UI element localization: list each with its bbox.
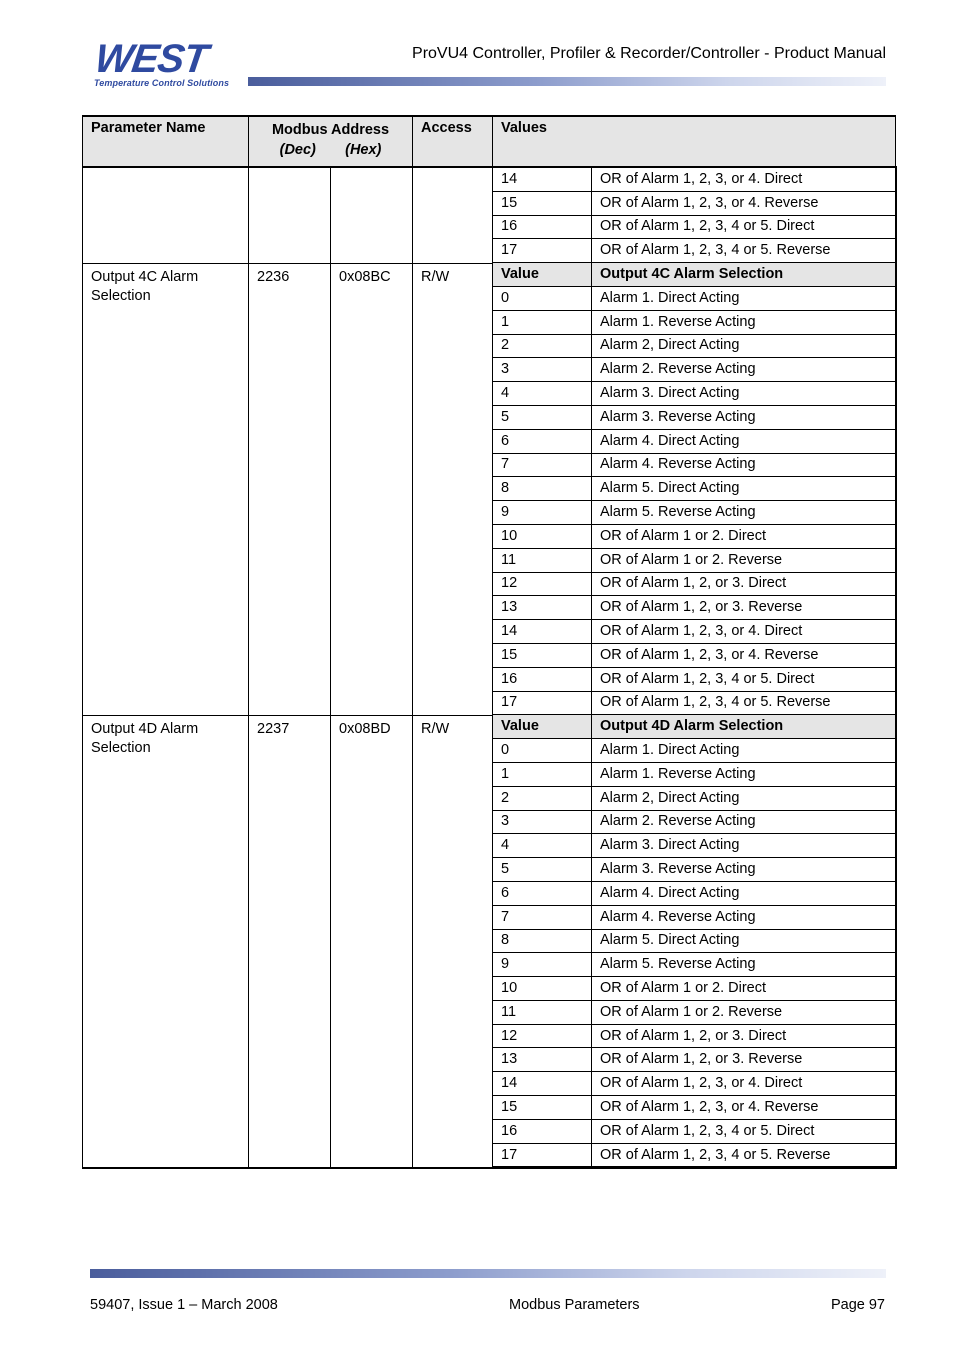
value-description: OR of Alarm 1, 2, 3, 4 or 5. Reverse (592, 239, 895, 263)
value-number: 17 (493, 239, 592, 263)
value-description: Alarm 1. Direct Acting (592, 739, 895, 763)
value-description: Alarm 4. Direct Acting (592, 429, 895, 453)
value-row (493, 596, 895, 620)
column-header-dec: (Dec) (279, 142, 316, 158)
selection-column-header: Output 4D Alarm Selection (592, 715, 895, 738)
value-number: 3 (493, 810, 592, 834)
access-mode: R/W (413, 715, 493, 1168)
document-title: ProVU4 Controller, Profiler & Recorder/Controller - Product Manual (412, 45, 886, 62)
value-number: 0 (493, 739, 592, 763)
value-description: OR of Alarm 1 or 2. Reverse (592, 548, 895, 572)
column-header-parameter-name: Parameter Name (83, 116, 249, 167)
empty-cell (83, 167, 249, 263)
value-row (493, 1096, 895, 1120)
value-row (493, 191, 895, 215)
value-description: Alarm 2. Reverse Acting (592, 810, 895, 834)
modbus-address-label: Modbus Address (271, 122, 390, 138)
header-divider-bar (248, 77, 886, 86)
value-number: 2 (493, 786, 592, 810)
value-number: 16 (493, 1119, 592, 1143)
value-row (493, 834, 895, 858)
value-number: 7 (493, 453, 592, 477)
footer-divider-bar (90, 1269, 886, 1278)
value-description: Alarm 5. Direct Acting (592, 929, 895, 953)
value-row (493, 429, 895, 453)
value-number: 12 (493, 1024, 592, 1048)
value-column-header: Value (493, 715, 592, 738)
table-header-row (83, 116, 896, 167)
table-row (83, 715, 896, 1168)
value-number: 14 (493, 168, 592, 191)
value-row (493, 953, 895, 977)
value-number: 15 (493, 643, 592, 667)
value-description: OR of Alarm 1, 2, 3, 4 or 5. Direct (592, 1119, 895, 1143)
value-description: OR of Alarm 1, 2, 3, or 4. Reverse (592, 643, 895, 667)
column-header-values: Values (493, 116, 896, 167)
value-row (493, 168, 895, 191)
values-cell (493, 715, 896, 1168)
modbus-hex-address: 0x08BC (331, 263, 413, 715)
modbus-hex-address: 0x08BD (331, 715, 413, 1168)
value-row (493, 548, 895, 572)
value-number: 14 (493, 620, 592, 644)
value-description: Alarm 2, Direct Acting (592, 786, 895, 810)
value-description: Alarm 5. Reverse Acting (592, 501, 895, 525)
value-row (493, 1072, 895, 1096)
value-row (493, 691, 895, 715)
value-description: OR of Alarm 1 or 2. Direct (592, 524, 895, 548)
value-description: Alarm 4. Reverse Acting (592, 905, 895, 929)
value-number: 1 (493, 762, 592, 786)
modbus-dec-address: 2236 (249, 263, 331, 715)
values-subtable-header (493, 715, 895, 738)
value-description: OR of Alarm 1, 2, 3, or 4. Reverse (592, 1096, 895, 1120)
value-description: Alarm 1. Reverse Acting (592, 762, 895, 786)
value-description: OR of Alarm 1, 2, 3, 4 or 5. Direct (592, 215, 895, 239)
value-row (493, 358, 895, 382)
value-row (493, 786, 895, 810)
value-row (493, 524, 895, 548)
value-row (493, 477, 895, 501)
value-column-header: Value (493, 263, 592, 286)
table-row-continued (83, 167, 896, 263)
value-row (493, 929, 895, 953)
values-cell (493, 167, 896, 263)
value-row (493, 739, 895, 763)
value-row (493, 881, 895, 905)
logo-wordmark: WEST (92, 37, 211, 81)
value-row (493, 858, 895, 882)
value-number: 17 (493, 1143, 592, 1167)
value-number: 6 (493, 429, 592, 453)
value-row (493, 239, 895, 263)
value-number: 4 (493, 834, 592, 858)
value-row (493, 572, 895, 596)
value-description: Alarm 5. Direct Acting (592, 477, 895, 501)
value-number: 0 (493, 286, 592, 310)
value-description: OR of Alarm 1, 2, 3, 4 or 5. Reverse (592, 1143, 895, 1167)
value-number: 3 (493, 358, 592, 382)
value-number: 4 (493, 382, 592, 406)
value-number: 8 (493, 929, 592, 953)
value-row (493, 905, 895, 929)
value-description: OR of Alarm 1, 2, or 3. Reverse (592, 1048, 895, 1072)
value-number: 8 (493, 477, 592, 501)
value-description: OR of Alarm 1 or 2. Reverse (592, 1000, 895, 1024)
value-row (493, 1024, 895, 1048)
value-row (493, 501, 895, 525)
value-description: OR of Alarm 1, 2, 3, or 4. Direct (592, 1072, 895, 1096)
selection-column-header: Output 4C Alarm Selection (592, 263, 895, 286)
values-subtable (493, 715, 895, 1167)
footer-section: Modbus Parameters (509, 1297, 640, 1313)
value-number: 6 (493, 881, 592, 905)
value-row (493, 286, 895, 310)
value-number: 16 (493, 215, 592, 239)
value-number: 15 (493, 1096, 592, 1120)
value-description: OR of Alarm 1, 2, or 3. Direct (592, 1024, 895, 1048)
value-row (493, 643, 895, 667)
value-description: OR of Alarm 1, 2, or 3. Reverse (592, 596, 895, 620)
value-description: Alarm 3. Reverse Acting (592, 405, 895, 429)
footer-issue: 59407, Issue 1 – March 2008 (90, 1297, 278, 1313)
value-description: Alarm 4. Direct Acting (592, 881, 895, 905)
value-number: 16 (493, 667, 592, 691)
value-row (493, 1119, 895, 1143)
value-row (493, 310, 895, 334)
value-description: OR of Alarm 1 or 2. Direct (592, 977, 895, 1001)
value-row (493, 1000, 895, 1024)
value-row (493, 620, 895, 644)
value-number: 12 (493, 572, 592, 596)
values-cell (493, 263, 896, 715)
value-description: OR of Alarm 1, 2, 3, or 4. Direct (592, 620, 895, 644)
value-number: 9 (493, 953, 592, 977)
value-row (493, 1048, 895, 1072)
column-header-hex: (Hex) (345, 142, 382, 158)
value-description: Alarm 4. Reverse Acting (592, 453, 895, 477)
value-number: 10 (493, 524, 592, 548)
empty-cell (249, 167, 331, 263)
value-description: OR of Alarm 1, 2, 3, or 4. Direct (592, 168, 895, 191)
value-description: Alarm 1. Direct Acting (592, 286, 895, 310)
value-row (493, 810, 895, 834)
value-description: OR of Alarm 1, 2, 3, 4 or 5. Reverse (592, 691, 895, 715)
value-description: OR of Alarm 1, 2, or 3. Direct (592, 572, 895, 596)
value-description: Alarm 1. Reverse Acting (592, 310, 895, 334)
value-row (493, 405, 895, 429)
value-description: OR of Alarm 1, 2, 3, or 4. Reverse (592, 191, 895, 215)
value-row (493, 1143, 895, 1167)
west-logo (92, 37, 245, 90)
value-description: Alarm 2. Reverse Acting (592, 358, 895, 382)
footer-page-number: Page 97 (830, 1297, 885, 1313)
value-description: Alarm 5. Reverse Acting (592, 953, 895, 977)
values-subtable-header (493, 263, 895, 286)
column-header-modbus-address (249, 116, 413, 167)
value-number: 10 (493, 977, 592, 1001)
value-row (493, 667, 895, 691)
parameter-name: Output 4D Alarm Selection (83, 715, 249, 1168)
modbus-dec-address: 2237 (249, 715, 331, 1168)
value-description: Alarm 3. Direct Acting (592, 834, 895, 858)
value-number: 14 (493, 1072, 592, 1096)
logo-tagline: Temperature Control Solutions (94, 78, 230, 88)
value-description: Alarm 3. Direct Acting (592, 382, 895, 406)
value-number: 1 (493, 310, 592, 334)
access-mode: R/W (413, 263, 493, 715)
value-number: 5 (493, 858, 592, 882)
values-subtable (493, 168, 895, 263)
parameter-name: Output 4C Alarm Selection (83, 263, 249, 715)
value-number: 13 (493, 1048, 592, 1072)
value-description: OR of Alarm 1, 2, 3, 4 or 5. Direct (592, 667, 895, 691)
value-number: 15 (493, 191, 592, 215)
value-number: 11 (493, 548, 592, 572)
table-row (83, 263, 896, 715)
value-description: Alarm 2, Direct Acting (592, 334, 895, 358)
value-number: 17 (493, 691, 592, 715)
value-row (493, 762, 895, 786)
empty-cell (413, 167, 493, 263)
value-number: 2 (493, 334, 592, 358)
value-number: 7 (493, 905, 592, 929)
value-row (493, 382, 895, 406)
column-header-access: Access (413, 116, 493, 167)
empty-cell (331, 167, 413, 263)
modbus-parameter-table (82, 115, 897, 1169)
value-row (493, 453, 895, 477)
value-number: 9 (493, 501, 592, 525)
values-subtable (493, 263, 895, 715)
value-number: 5 (493, 405, 592, 429)
value-number: 13 (493, 596, 592, 620)
value-row (493, 215, 895, 239)
value-number: 11 (493, 1000, 592, 1024)
value-row (493, 977, 895, 1001)
value-row (493, 334, 895, 358)
value-description: Alarm 3. Reverse Acting (592, 858, 895, 882)
